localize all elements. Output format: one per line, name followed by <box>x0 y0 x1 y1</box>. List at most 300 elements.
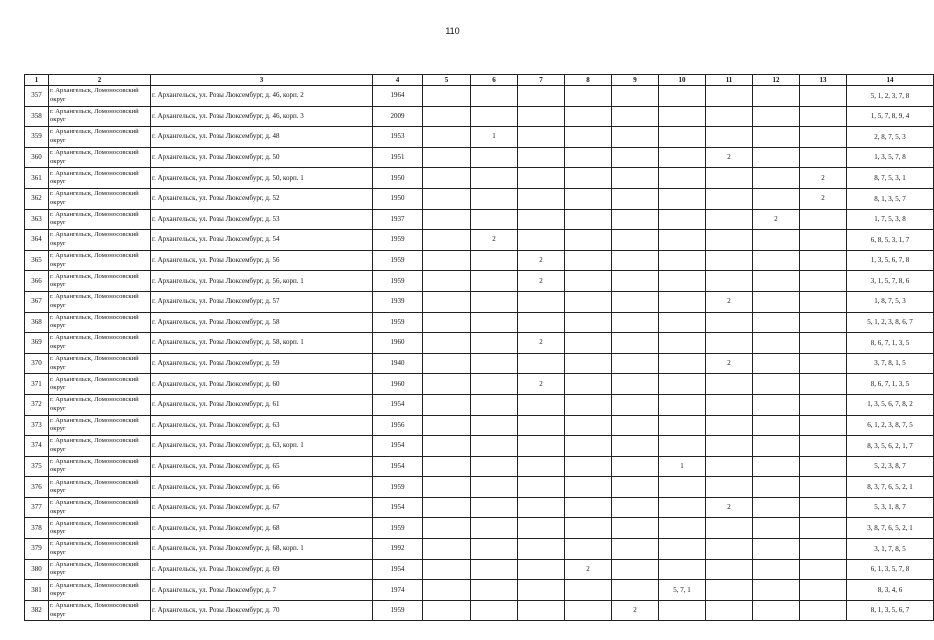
col6-cell <box>471 415 518 436</box>
col7-cell <box>518 106 565 127</box>
col13-cell <box>800 250 847 271</box>
row-number: 372 <box>25 394 49 415</box>
col13-cell <box>800 497 847 518</box>
row-number: 380 <box>25 559 49 580</box>
col8-cell <box>565 497 612 518</box>
col12-cell <box>753 168 800 189</box>
table-row <box>25 271 934 292</box>
col13-cell <box>800 353 847 374</box>
year-cell: 1959 <box>373 518 423 539</box>
col6-cell <box>471 600 518 621</box>
year-cell: 1992 <box>373 539 423 560</box>
col7-cell <box>518 394 565 415</box>
col10-cell: 5, 7, 1 <box>659 580 706 601</box>
col7-cell <box>518 168 565 189</box>
col13-cell <box>800 230 847 251</box>
col10-cell <box>659 271 706 292</box>
col10-cell <box>659 147 706 168</box>
table-row <box>25 580 934 601</box>
col13-cell <box>800 127 847 148</box>
year-cell: 1960 <box>373 333 423 354</box>
year-cell: 1964 <box>373 86 423 107</box>
address-cell: г. Архангельск, ул. Розы Люксембург, д. 65 <box>151 456 373 477</box>
address-cell: г. Архангельск, ул. Розы Люксембург, д. 67 <box>151 497 373 518</box>
col6-cell <box>471 86 518 107</box>
col10-cell <box>659 312 706 333</box>
col9-cell <box>612 188 659 209</box>
table-row <box>25 250 934 271</box>
col13-cell: 2 <box>800 168 847 189</box>
district-cell: г. Архангельск, Ломоносовский округ <box>49 436 151 457</box>
col6-cell: 2 <box>471 230 518 251</box>
col10-cell <box>659 497 706 518</box>
district-cell: г. Архангельск, Ломоносовский округ <box>49 353 151 374</box>
col8-cell <box>565 250 612 271</box>
year-cell: 1953 <box>373 127 423 148</box>
col5-cell <box>423 559 471 580</box>
col8-cell <box>565 188 612 209</box>
col5-cell <box>423 291 471 312</box>
col6-cell: 1 <box>471 127 518 148</box>
row-number: 361 <box>25 168 49 189</box>
col11-cell <box>706 394 753 415</box>
address-cell: г. Архангельск, ул. Розы Люксембург, д. 7 <box>151 580 373 601</box>
col7-cell <box>518 539 565 560</box>
col7-cell <box>518 86 565 107</box>
col7-cell <box>518 559 565 580</box>
row-number: 377 <box>25 497 49 518</box>
column-header: 13 <box>800 75 847 86</box>
col10-cell <box>659 600 706 621</box>
col9-cell: 2 <box>612 600 659 621</box>
col14-cell: 5, 1, 2, 3, 8, 6, 7 <box>847 312 934 333</box>
col9-cell <box>612 312 659 333</box>
col14-cell: 3, 7, 8, 1, 5 <box>847 353 934 374</box>
row-number: 375 <box>25 456 49 477</box>
year-cell: 1974 <box>373 580 423 601</box>
col8-cell <box>565 147 612 168</box>
row-number: 370 <box>25 353 49 374</box>
col7-cell <box>518 188 565 209</box>
col9-cell <box>612 477 659 498</box>
col5-cell <box>423 374 471 395</box>
year-cell: 1954 <box>373 559 423 580</box>
address-cell: г. Архангельск, ул. Розы Люксембург, д. 56, корп. 1 <box>151 271 373 292</box>
district-cell: г. Архангельск, Ломоносовский округ <box>49 86 151 107</box>
col5-cell <box>423 333 471 354</box>
row-number: 382 <box>25 600 49 621</box>
col8-cell <box>565 312 612 333</box>
table-row <box>25 147 934 168</box>
col11-cell <box>706 456 753 477</box>
column-header: 5 <box>423 75 471 86</box>
col10-cell <box>659 477 706 498</box>
year-cell: 2009 <box>373 106 423 127</box>
col5-cell <box>423 456 471 477</box>
col5-cell <box>423 168 471 189</box>
district-cell: г. Архангельск, Ломоносовский округ <box>49 559 151 580</box>
col5-cell <box>423 600 471 621</box>
row-number: 373 <box>25 415 49 436</box>
col5-cell <box>423 271 471 292</box>
col9-cell <box>612 539 659 560</box>
district-cell: г. Архангельск, Ломоносовский округ <box>49 456 151 477</box>
col11-cell <box>706 415 753 436</box>
col5-cell <box>423 230 471 251</box>
col5-cell <box>423 580 471 601</box>
row-number: 371 <box>25 374 49 395</box>
row-number: 379 <box>25 539 49 560</box>
col13-cell <box>800 271 847 292</box>
row-number: 360 <box>25 147 49 168</box>
district-cell: г. Архангельск, Ломоносовский округ <box>49 147 151 168</box>
col12-cell <box>753 559 800 580</box>
table-row <box>25 209 934 230</box>
col5-cell <box>423 477 471 498</box>
year-cell: 1954 <box>373 436 423 457</box>
col12-cell <box>753 436 800 457</box>
address-cell: г. Архангельск, ул. Розы Люксембург, д. 70 <box>151 600 373 621</box>
col6-cell <box>471 271 518 292</box>
col11-cell <box>706 600 753 621</box>
col12-cell <box>753 353 800 374</box>
col12-cell <box>753 456 800 477</box>
district-cell: г. Архангельск, Ломоносовский округ <box>49 333 151 354</box>
column-header: 7 <box>518 75 565 86</box>
col9-cell <box>612 497 659 518</box>
col9-cell <box>612 518 659 539</box>
district-cell: г. Архангельск, Ломоносовский округ <box>49 374 151 395</box>
col7-cell <box>518 600 565 621</box>
col11-cell <box>706 374 753 395</box>
col14-cell: 3, 1, 7, 8, 5 <box>847 539 934 560</box>
col9-cell <box>612 559 659 580</box>
table-row <box>25 230 934 251</box>
col11-cell <box>706 518 753 539</box>
col12-cell <box>753 374 800 395</box>
header-row <box>25 75 934 86</box>
col5-cell <box>423 86 471 107</box>
col6-cell <box>471 333 518 354</box>
address-cell: г. Архангельск, ул. Розы Люксембург, д. 68, корп. 1 <box>151 539 373 560</box>
col6-cell <box>471 374 518 395</box>
column-header: 1 <box>25 75 49 86</box>
col10-cell <box>659 394 706 415</box>
col7-cell <box>518 230 565 251</box>
col12-cell <box>753 250 800 271</box>
col7-cell <box>518 291 565 312</box>
col14-cell: 8, 3, 7, 6, 5, 2, 1 <box>847 477 934 498</box>
col8-cell: 2 <box>565 559 612 580</box>
col13-cell <box>800 518 847 539</box>
row-number: 368 <box>25 312 49 333</box>
col14-cell: 8, 1, 3, 5, 7 <box>847 188 934 209</box>
col6-cell <box>471 456 518 477</box>
col12-cell <box>753 415 800 436</box>
col6-cell <box>471 291 518 312</box>
col13-cell <box>800 415 847 436</box>
col6-cell <box>471 250 518 271</box>
col8-cell <box>565 394 612 415</box>
col5-cell <box>423 312 471 333</box>
district-cell: г. Архангельск, Ломоносовский округ <box>49 394 151 415</box>
col14-cell: 1, 5, 7, 8, 9, 4 <box>847 106 934 127</box>
col14-cell: 5, 2, 3, 8, 7 <box>847 456 934 477</box>
column-header: 2 <box>49 75 151 86</box>
column-header: 10 <box>659 75 706 86</box>
col8-cell <box>565 333 612 354</box>
col11-cell <box>706 86 753 107</box>
col8-cell <box>565 86 612 107</box>
row-number: 366 <box>25 271 49 292</box>
col12-cell <box>753 291 800 312</box>
table-row <box>25 497 934 518</box>
address-cell: г. Архангельск, ул. Розы Люксембург, д. 56 <box>151 250 373 271</box>
col14-cell: 1, 3, 5, 7, 8 <box>847 147 934 168</box>
row-number: 362 <box>25 188 49 209</box>
col7-cell <box>518 312 565 333</box>
col6-cell <box>471 539 518 560</box>
col8-cell <box>565 580 612 601</box>
col10-cell <box>659 353 706 374</box>
col7-cell <box>518 415 565 436</box>
year-cell: 1954 <box>373 394 423 415</box>
address-cell: г. Архангельск, ул. Розы Люксембург, д. 54 <box>151 230 373 251</box>
col7-cell: 2 <box>518 250 565 271</box>
address-cell: г. Архангельск, ул. Розы Люксембург, д. 69 <box>151 559 373 580</box>
district-cell: г. Архангельск, Ломоносовский округ <box>49 168 151 189</box>
col8-cell <box>565 127 612 148</box>
col13-cell <box>800 333 847 354</box>
col9-cell <box>612 333 659 354</box>
col9-cell <box>612 456 659 477</box>
year-cell: 1959 <box>373 230 423 251</box>
year-cell: 1940 <box>373 353 423 374</box>
col9-cell <box>612 374 659 395</box>
column-header: 9 <box>612 75 659 86</box>
col6-cell <box>471 477 518 498</box>
row-number: 359 <box>25 127 49 148</box>
row-number: 374 <box>25 436 49 457</box>
col10-cell <box>659 86 706 107</box>
col12-cell <box>753 394 800 415</box>
col6-cell <box>471 436 518 457</box>
col7-cell: 2 <box>518 333 565 354</box>
district-cell: г. Архангельск, Ломоносовский округ <box>49 497 151 518</box>
table-row <box>25 188 934 209</box>
row-number: 357 <box>25 86 49 107</box>
col5-cell <box>423 539 471 560</box>
year-cell: 1954 <box>373 456 423 477</box>
row-number: 358 <box>25 106 49 127</box>
col9-cell <box>612 271 659 292</box>
col7-cell <box>518 147 565 168</box>
row-number: 364 <box>25 230 49 251</box>
col5-cell <box>423 436 471 457</box>
col8-cell <box>565 477 612 498</box>
col13-cell <box>800 394 847 415</box>
col6-cell <box>471 209 518 230</box>
col13-cell <box>800 600 847 621</box>
year-cell: 1959 <box>373 600 423 621</box>
col7-cell: 2 <box>518 271 565 292</box>
table-row <box>25 127 934 148</box>
col13-cell <box>800 106 847 127</box>
col8-cell <box>565 353 612 374</box>
col10-cell <box>659 436 706 457</box>
col8-cell <box>565 456 612 477</box>
col12-cell <box>753 333 800 354</box>
col11-cell <box>706 477 753 498</box>
col14-cell: 1, 3, 5, 6, 7, 8, 2 <box>847 394 934 415</box>
address-cell: г. Архангельск, ул. Розы Люксембург, д. 63 <box>151 415 373 436</box>
col11-cell <box>706 127 753 148</box>
district-cell: г. Архангельск, Ломоносовский округ <box>49 209 151 230</box>
col10-cell <box>659 106 706 127</box>
address-cell: г. Архангельск, ул. Розы Люксембург, д. 63, корп. 1 <box>151 436 373 457</box>
table-row <box>25 539 934 560</box>
district-cell: г. Архангельск, Ломоносовский округ <box>49 415 151 436</box>
col12-cell <box>753 580 800 601</box>
col11-cell <box>706 333 753 354</box>
table-row <box>25 456 934 477</box>
col14-cell: 3, 8, 7, 6, 5, 2, 1 <box>847 518 934 539</box>
col5-cell <box>423 106 471 127</box>
col10-cell <box>659 518 706 539</box>
district-cell: г. Архангельск, Ломоносовский округ <box>49 312 151 333</box>
col11-cell <box>706 580 753 601</box>
data-table <box>24 74 934 621</box>
col14-cell: 8, 3, 5, 6, 2, 1, 7 <box>847 436 934 457</box>
col9-cell <box>612 127 659 148</box>
district-cell: г. Архангельск, Ломоносовский округ <box>49 291 151 312</box>
table-row <box>25 106 934 127</box>
table-row <box>25 312 934 333</box>
col5-cell <box>423 518 471 539</box>
col5-cell <box>423 250 471 271</box>
page-number: 110 <box>445 26 460 36</box>
col8-cell <box>565 600 612 621</box>
col7-cell <box>518 456 565 477</box>
table-row <box>25 518 934 539</box>
table-row <box>25 415 934 436</box>
col12-cell <box>753 106 800 127</box>
col12-cell <box>753 539 800 560</box>
col14-cell: 6, 1, 2, 3, 8, 7, 5 <box>847 415 934 436</box>
col9-cell <box>612 394 659 415</box>
district-cell: г. Архангельск, Ломоносовский округ <box>49 271 151 292</box>
col14-cell: 1, 8, 7, 5, 3 <box>847 291 934 312</box>
col5-cell <box>423 497 471 518</box>
address-cell: г. Архангельск, ул. Розы Люксембург, д. 66 <box>151 477 373 498</box>
col6-cell <box>471 518 518 539</box>
col7-cell <box>518 477 565 498</box>
col8-cell <box>565 271 612 292</box>
col8-cell <box>565 106 612 127</box>
col12-cell <box>753 600 800 621</box>
col11-cell: 2 <box>706 497 753 518</box>
year-cell: 1959 <box>373 477 423 498</box>
col10-cell <box>659 415 706 436</box>
row-number: 378 <box>25 518 49 539</box>
year-cell: 1937 <box>373 209 423 230</box>
table-body <box>25 86 934 621</box>
col9-cell <box>612 436 659 457</box>
col6-cell <box>471 312 518 333</box>
col14-cell: 6, 1, 3, 5, 7, 8 <box>847 559 934 580</box>
table-row <box>25 436 934 457</box>
district-cell: г. Архангельск, Ломоносовский округ <box>49 518 151 539</box>
district-cell: г. Архангельск, Ломоносовский округ <box>49 539 151 560</box>
col10-cell <box>659 168 706 189</box>
col12-cell: 2 <box>753 209 800 230</box>
col9-cell <box>612 209 659 230</box>
col14-cell: 1, 7, 5, 3, 8 <box>847 209 934 230</box>
col5-cell <box>423 209 471 230</box>
district-cell: г. Архангельск, Ломоносовский округ <box>49 106 151 127</box>
col10-cell <box>659 250 706 271</box>
address-cell: г. Архангельск, ул. Розы Люксембург, д. 57 <box>151 291 373 312</box>
col14-cell: 5, 1, 2, 3, 7, 8 <box>847 86 934 107</box>
address-cell: г. Архангельск, ул. Розы Люксембург, д. 68 <box>151 518 373 539</box>
col6-cell <box>471 168 518 189</box>
col13-cell <box>800 312 847 333</box>
col6-cell <box>471 497 518 518</box>
col10-cell <box>659 127 706 148</box>
col11-cell: 2 <box>706 147 753 168</box>
table-row <box>25 374 934 395</box>
col9-cell <box>612 86 659 107</box>
col8-cell <box>565 415 612 436</box>
address-cell: г. Архангельск, ул. Розы Люксембург, д. 50 <box>151 147 373 168</box>
year-cell: 1959 <box>373 250 423 271</box>
district-cell: г. Архангельск, Ломоносовский округ <box>49 580 151 601</box>
table-row <box>25 353 934 374</box>
district-cell: г. Архангельск, Ломоносовский округ <box>49 477 151 498</box>
col12-cell <box>753 230 800 251</box>
col10-cell <box>659 374 706 395</box>
col14-cell: 8, 6, 7, 1, 3, 5 <box>847 374 934 395</box>
col6-cell <box>471 580 518 601</box>
year-cell: 1939 <box>373 291 423 312</box>
column-header: 11 <box>706 75 753 86</box>
row-number: 363 <box>25 209 49 230</box>
col5-cell <box>423 127 471 148</box>
address-cell: г. Архангельск, ул. Розы Люксембург, д. 53 <box>151 209 373 230</box>
col11-cell <box>706 168 753 189</box>
col13-cell <box>800 147 847 168</box>
address-cell: г. Архангельск, ул. Розы Люксембург, д. 52 <box>151 188 373 209</box>
district-cell: г. Архангельск, Ломоносовский округ <box>49 600 151 621</box>
col13-cell <box>800 436 847 457</box>
district-cell: г. Архангельск, Ломоносовский округ <box>49 230 151 251</box>
col8-cell <box>565 436 612 457</box>
col12-cell <box>753 271 800 292</box>
col5-cell <box>423 394 471 415</box>
col13-cell <box>800 209 847 230</box>
column-header: 3 <box>151 75 373 86</box>
col11-cell: 2 <box>706 353 753 374</box>
col8-cell <box>565 539 612 560</box>
col13-cell <box>800 559 847 580</box>
address-cell: г. Архангельск, ул. Розы Люксембург, д. 60 <box>151 374 373 395</box>
address-cell: г. Архангельск, ул. Розы Люксембург, д. 48 <box>151 127 373 148</box>
col8-cell <box>565 209 612 230</box>
year-cell: 1951 <box>373 147 423 168</box>
col11-cell <box>706 106 753 127</box>
table-row <box>25 477 934 498</box>
col13-cell <box>800 456 847 477</box>
